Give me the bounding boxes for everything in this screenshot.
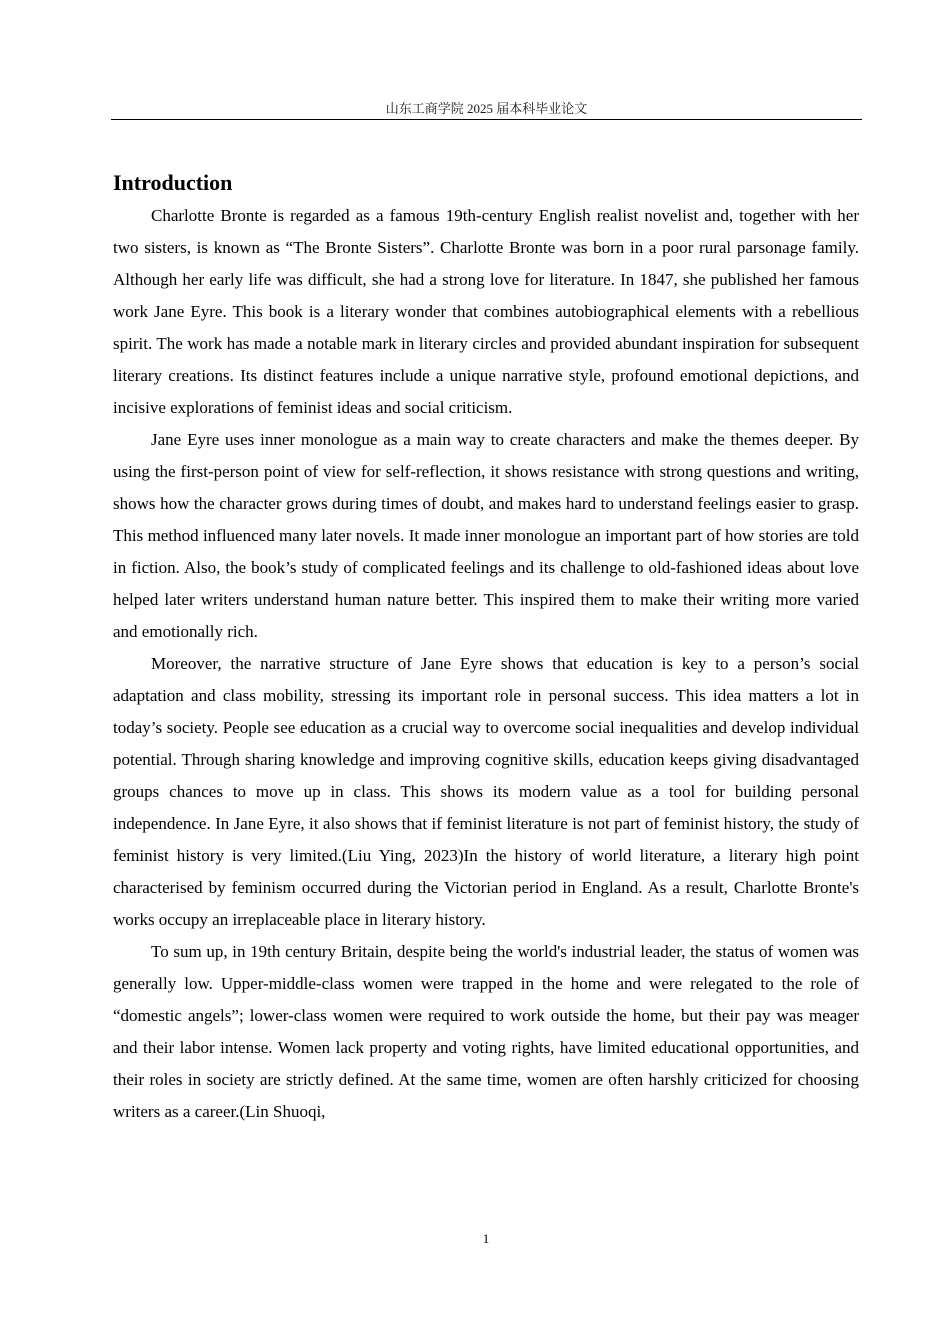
page-number: 1 [482, 1231, 490, 1246]
page-header: 山东工商学院 2025 届本科毕业论文 [111, 99, 862, 120]
paragraph: Jane Eyre uses inner monologue as a main way to create characters and make the themes deeper. By using the first-person point of view for self-reflection, it shows resistance with strong questions and writing, shows how the character grows during times of doubt, and makes hard to understand feelings easier to grasp. This method influenced many later novels. It made inner monologue an important part of how stories are told in fiction. Also, the book’s study of complicated feelings and its challenge to old-fashioned ideas about love helped later writers understand human nature better. This inspired them to make their writing more varied and emotionally rich. [113, 430, 859, 641]
section-title: Introduction [113, 170, 233, 195]
paragraph: Moreover, the narrative structure of Jane Eyre shows that education is key to a person’s social adaptation and class mobility, stressing its important role in personal success. This idea matters a lot in today’s society. People see education as a crucial way to overcome social inequalities and develop individual potential. Through sharing knowledge and improving cognitive skills, education keeps giving disadvantaged groups chances to move up in class. This shows its modern value as a tool for building personal independence. In Jane Eyre, it also shows that if feminist literature is not part of feminist history, the study of feminist history is very limited.(Liu Ying, 2023)In the history of world literature, a literary high point characterised by feminism occurred during the Victorian period in England. As a result, Charlotte Bronte's works occupy an irreplaceable place in literary history. [113, 654, 859, 929]
document-body [113, 166, 859, 1128]
paragraph: Charlotte Bronte is regarded as a famous 19th-century English realist novelist and, together with her two sisters, is known as “The Bronte Sisters”. Charlotte Bronte was born in a poor rural parsonage family. Although her early life was difficult, she had a strong love for literature. In 1847, she published her famous work Jane Eyre. This book is a literary wonder that combines autobiographical elements with a rebellious spirit. The work has made a notable mark in literary circles and provided abundant inspiration for subsequent literary creations. Its distinct features include a unique narrative style, profound emotional depictions, and incisive explorations of feminist ideas and social criticism. [113, 206, 859, 417]
paragraph: To sum up, in 19th century Britain, despite being the world's industrial leader, the status of women was generally low. Upper-middle-class women were trapped in the home and were relegated to the role of “domestic angels”; lower-class women were required to work outside the home, but their pay was meager and their labor intense. Women lack property and voting rights, have limited educational opportunities, and their roles in society are strictly defined. At the same time, women are often harshly criticized for choosing writers as a career.(Lin Shuoqi, [113, 942, 859, 1121]
